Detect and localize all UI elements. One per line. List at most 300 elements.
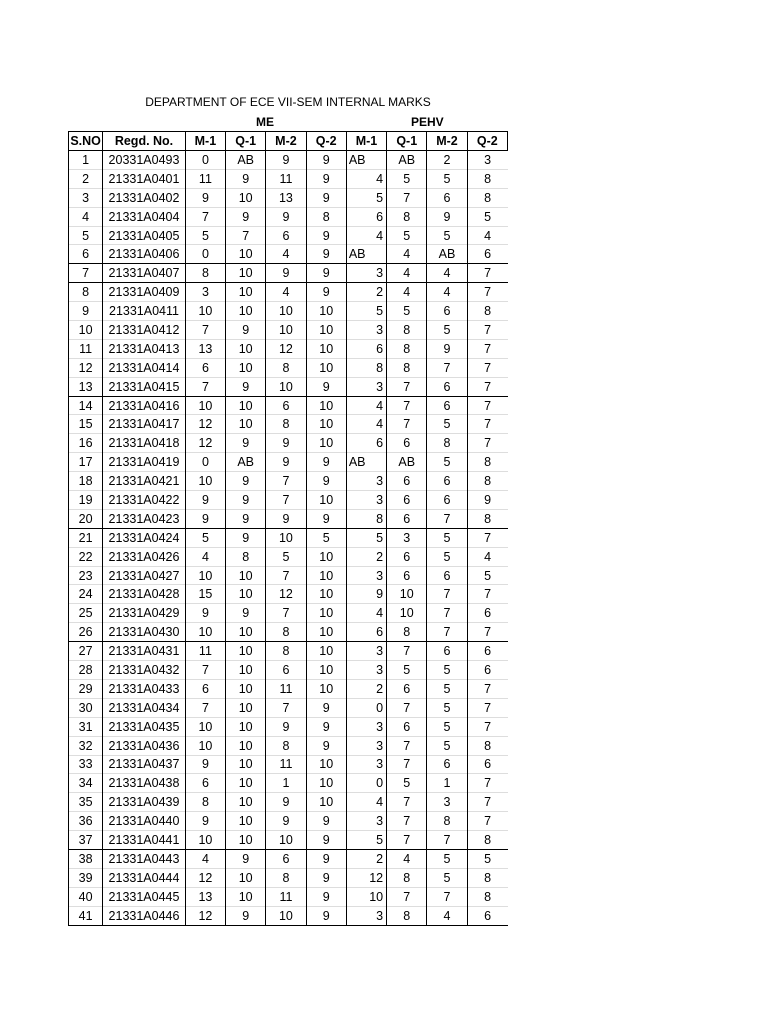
table-row xyxy=(69,547,508,566)
pehv-q1-cell: 4 xyxy=(387,245,427,264)
pehv-m2-cell: 7 xyxy=(427,887,467,906)
pehv-m1-cell: 3 xyxy=(346,472,386,491)
me-q2-cell: 9 xyxy=(306,849,346,868)
pehv-m1-cell: 3 xyxy=(346,717,386,736)
table-row xyxy=(69,528,508,547)
me-q2-cell: 10 xyxy=(306,434,346,453)
sno-cell: 34 xyxy=(69,774,103,793)
header-cell: S.NO xyxy=(69,132,103,151)
me-m1-cell: 11 xyxy=(185,642,225,661)
subject-label-pehv: PEHV xyxy=(411,115,444,129)
pehv-m1-cell: 4 xyxy=(346,396,386,415)
regd-cell: 21331A0436 xyxy=(103,736,186,755)
table-row xyxy=(69,793,508,812)
me-q1-cell: 9 xyxy=(226,321,266,340)
pehv-q2-cell: 8 xyxy=(467,302,507,321)
table-row xyxy=(69,169,508,188)
pehv-q2-cell: 6 xyxy=(467,245,507,264)
pehv-m1-cell: 3 xyxy=(346,906,386,925)
table-row xyxy=(69,509,508,528)
me-q1-cell: AB xyxy=(226,151,266,170)
me-m1-cell: 10 xyxy=(185,831,225,850)
pehv-q1-cell: 8 xyxy=(387,358,427,377)
regd-cell: 21331A0432 xyxy=(103,661,186,680)
pehv-q2-cell: 7 xyxy=(467,358,507,377)
pehv-q1-cell: 6 xyxy=(387,679,427,698)
table-row xyxy=(69,302,508,321)
pehv-m1-cell: 6 xyxy=(346,207,386,226)
pehv-q2-cell: 8 xyxy=(467,736,507,755)
regd-cell: 21331A0441 xyxy=(103,831,186,850)
me-q2-cell: 9 xyxy=(306,151,346,170)
table-row xyxy=(69,377,508,396)
pehv-q1-cell: 6 xyxy=(387,472,427,491)
pehv-q1-cell: 8 xyxy=(387,623,427,642)
regd-cell: 21331A0437 xyxy=(103,755,186,774)
regd-cell: 21331A0418 xyxy=(103,434,186,453)
pehv-m2-cell: 5 xyxy=(427,453,467,472)
me-m2-cell: 1 xyxy=(266,774,306,793)
me-q2-cell: 9 xyxy=(306,377,346,396)
table-row xyxy=(69,774,508,793)
table-row xyxy=(69,566,508,585)
me-m1-cell: 13 xyxy=(185,339,225,358)
pehv-m1-cell: AB xyxy=(346,151,386,170)
pehv-q2-cell: 7 xyxy=(467,623,507,642)
pehv-q2-cell: 7 xyxy=(467,264,507,283)
pehv-m1-cell: 0 xyxy=(346,698,386,717)
subject-label-me: ME xyxy=(256,115,274,129)
me-q1-cell: 9 xyxy=(226,169,266,188)
pehv-m2-cell: 5 xyxy=(427,226,467,245)
pehv-m1-cell: 6 xyxy=(346,623,386,642)
pehv-m2-cell: 4 xyxy=(427,906,467,925)
me-m2-cell: 10 xyxy=(266,831,306,850)
regd-cell: 21331A0412 xyxy=(103,321,186,340)
me-m1-cell: 15 xyxy=(185,585,225,604)
pehv-m2-cell: 7 xyxy=(427,604,467,623)
pehv-m1-cell: 2 xyxy=(346,849,386,868)
me-q2-cell: 10 xyxy=(306,566,346,585)
me-q1-cell: 10 xyxy=(226,774,266,793)
pehv-m1-cell: 3 xyxy=(346,377,386,396)
pehv-q2-cell: 6 xyxy=(467,604,507,623)
me-q1-cell: 10 xyxy=(226,623,266,642)
pehv-m1-cell: 2 xyxy=(346,679,386,698)
sno-cell: 6 xyxy=(69,245,103,264)
me-m2-cell: 4 xyxy=(266,283,306,302)
me-q1-cell: 10 xyxy=(226,415,266,434)
pehv-m2-cell: 5 xyxy=(427,321,467,340)
me-q1-cell: 10 xyxy=(226,264,266,283)
regd-cell: 21331A0427 xyxy=(103,566,186,585)
pehv-q2-cell: 7 xyxy=(467,793,507,812)
pehv-q2-cell: 9 xyxy=(467,491,507,510)
me-m2-cell: 11 xyxy=(266,679,306,698)
pehv-q1-cell: 4 xyxy=(387,849,427,868)
regd-cell: 21331A0426 xyxy=(103,547,186,566)
regd-cell: 21331A0414 xyxy=(103,358,186,377)
pehv-q2-cell: 8 xyxy=(467,188,507,207)
me-m2-cell: 6 xyxy=(266,226,306,245)
me-m1-cell: 12 xyxy=(185,868,225,887)
header-row xyxy=(69,132,508,151)
me-q1-cell: 9 xyxy=(226,849,266,868)
pehv-q1-cell: 7 xyxy=(387,188,427,207)
me-q2-cell: 10 xyxy=(306,396,346,415)
me-q2-cell: 10 xyxy=(306,415,346,434)
me-m2-cell: 10 xyxy=(266,321,306,340)
regd-cell: 21331A0445 xyxy=(103,887,186,906)
me-m1-cell: 7 xyxy=(185,207,225,226)
table-row xyxy=(69,623,508,642)
me-q2-cell: 10 xyxy=(306,321,346,340)
pehv-m1-cell: 3 xyxy=(346,566,386,585)
me-q1-cell: 10 xyxy=(226,755,266,774)
pehv-m2-cell: 9 xyxy=(427,339,467,358)
me-m2-cell: 10 xyxy=(266,528,306,547)
pehv-m2-cell: 6 xyxy=(427,472,467,491)
marks-table xyxy=(68,131,508,926)
me-m2-cell: 11 xyxy=(266,887,306,906)
pehv-q2-cell: 7 xyxy=(467,528,507,547)
me-m1-cell: 3 xyxy=(185,283,225,302)
me-m2-cell: 7 xyxy=(266,698,306,717)
pehv-q1-cell: 5 xyxy=(387,226,427,245)
me-q2-cell: 9 xyxy=(306,887,346,906)
pehv-m2-cell: 2 xyxy=(427,151,467,170)
me-m1-cell: 9 xyxy=(185,491,225,510)
sno-cell: 12 xyxy=(69,358,103,377)
me-m2-cell: 12 xyxy=(266,585,306,604)
me-m1-cell: 0 xyxy=(185,151,225,170)
pehv-q2-cell: 4 xyxy=(467,226,507,245)
pehv-q2-cell: 6 xyxy=(467,661,507,680)
me-q1-cell: 10 xyxy=(226,887,266,906)
pehv-q2-cell: 8 xyxy=(467,453,507,472)
me-m1-cell: 10 xyxy=(185,717,225,736)
regd-cell: 21331A0404 xyxy=(103,207,186,226)
header-cell: Q-1 xyxy=(387,132,427,151)
me-q2-cell: 10 xyxy=(306,358,346,377)
sno-cell: 15 xyxy=(69,415,103,434)
me-m1-cell: 9 xyxy=(185,188,225,207)
pehv-m1-cell: 3 xyxy=(346,321,386,340)
me-q2-cell: 9 xyxy=(306,906,346,925)
regd-cell: 21331A0406 xyxy=(103,245,186,264)
sno-cell: 4 xyxy=(69,207,103,226)
regd-cell: 21331A0434 xyxy=(103,698,186,717)
pehv-q2-cell: 3 xyxy=(467,151,507,170)
pehv-q2-cell: 5 xyxy=(467,566,507,585)
regd-cell: 21331A0405 xyxy=(103,226,186,245)
sno-cell: 16 xyxy=(69,434,103,453)
pehv-q2-cell: 7 xyxy=(467,415,507,434)
table-row xyxy=(69,679,508,698)
me-m1-cell: 9 xyxy=(185,812,225,831)
sno-cell: 38 xyxy=(69,849,103,868)
header-cell: M-1 xyxy=(346,132,386,151)
me-m2-cell: 5 xyxy=(266,547,306,566)
me-q1-cell: 9 xyxy=(226,528,266,547)
me-q1-cell: 10 xyxy=(226,283,266,302)
sno-cell: 8 xyxy=(69,283,103,302)
pehv-q1-cell: 7 xyxy=(387,415,427,434)
sno-cell: 25 xyxy=(69,604,103,623)
me-m1-cell: 8 xyxy=(185,264,225,283)
pehv-q1-cell: 3 xyxy=(387,528,427,547)
table-row xyxy=(69,812,508,831)
regd-cell: 21331A0402 xyxy=(103,188,186,207)
me-q2-cell: 10 xyxy=(306,302,346,321)
me-m2-cell: 8 xyxy=(266,623,306,642)
pehv-q1-cell: 7 xyxy=(387,377,427,396)
pehv-m2-cell: 5 xyxy=(427,528,467,547)
me-m2-cell: 10 xyxy=(266,302,306,321)
me-m1-cell: 10 xyxy=(185,302,225,321)
table-row xyxy=(69,698,508,717)
pehv-m1-cell: 3 xyxy=(346,264,386,283)
pehv-q2-cell: 6 xyxy=(467,906,507,925)
table-row xyxy=(69,831,508,850)
me-m2-cell: 9 xyxy=(266,434,306,453)
pehv-q1-cell: AB xyxy=(387,453,427,472)
me-m1-cell: 13 xyxy=(185,887,225,906)
pehv-m2-cell: 6 xyxy=(427,491,467,510)
me-q2-cell: 10 xyxy=(306,604,346,623)
pehv-m1-cell: 3 xyxy=(346,491,386,510)
me-q1-cell: 10 xyxy=(226,812,266,831)
sno-cell: 20 xyxy=(69,509,103,528)
me-m2-cell: 9 xyxy=(266,453,306,472)
pehv-q1-cell: 6 xyxy=(387,717,427,736)
me-m2-cell: 7 xyxy=(266,472,306,491)
pehv-q2-cell: 7 xyxy=(467,339,507,358)
regd-cell: 21331A0428 xyxy=(103,585,186,604)
me-q1-cell: 10 xyxy=(226,339,266,358)
pehv-q1-cell: 6 xyxy=(387,547,427,566)
pehv-m1-cell: 10 xyxy=(346,887,386,906)
me-q2-cell: 9 xyxy=(306,698,346,717)
me-q1-cell: 10 xyxy=(226,793,266,812)
pehv-m2-cell: 6 xyxy=(427,755,467,774)
me-q1-cell: 10 xyxy=(226,188,266,207)
pehv-q2-cell: 8 xyxy=(467,887,507,906)
pehv-q2-cell: 7 xyxy=(467,812,507,831)
me-m2-cell: 11 xyxy=(266,755,306,774)
sno-cell: 19 xyxy=(69,491,103,510)
me-q2-cell: 9 xyxy=(306,453,346,472)
pehv-q1-cell: 7 xyxy=(387,736,427,755)
pehv-m2-cell: 5 xyxy=(427,661,467,680)
regd-cell: 21331A0416 xyxy=(103,396,186,415)
header-cell: Q-2 xyxy=(306,132,346,151)
table-row xyxy=(69,849,508,868)
pehv-m1-cell: 4 xyxy=(346,226,386,245)
me-m2-cell: 12 xyxy=(266,339,306,358)
table-row xyxy=(69,283,508,302)
sno-cell: 28 xyxy=(69,661,103,680)
table-row xyxy=(69,491,508,510)
pehv-m1-cell: 5 xyxy=(346,528,386,547)
pehv-m1-cell: 5 xyxy=(346,831,386,850)
pehv-m1-cell: 2 xyxy=(346,547,386,566)
me-m1-cell: 9 xyxy=(185,755,225,774)
me-m2-cell: 4 xyxy=(266,245,306,264)
sno-cell: 29 xyxy=(69,679,103,698)
pehv-m2-cell: 1 xyxy=(427,774,467,793)
me-q2-cell: 9 xyxy=(306,812,346,831)
sno-cell: 22 xyxy=(69,547,103,566)
sno-cell: 18 xyxy=(69,472,103,491)
me-m2-cell: 8 xyxy=(266,415,306,434)
me-q2-cell: 9 xyxy=(306,717,346,736)
me-q1-cell: 9 xyxy=(226,207,266,226)
pehv-m1-cell: 0 xyxy=(346,774,386,793)
me-q2-cell: 10 xyxy=(306,774,346,793)
me-m2-cell: 9 xyxy=(266,717,306,736)
pehv-m2-cell: 6 xyxy=(427,566,467,585)
pehv-m2-cell: 5 xyxy=(427,169,467,188)
pehv-q1-cell: 5 xyxy=(387,302,427,321)
sno-cell: 32 xyxy=(69,736,103,755)
me-q2-cell: 10 xyxy=(306,547,346,566)
me-q2-cell: 10 xyxy=(306,642,346,661)
sno-cell: 13 xyxy=(69,377,103,396)
pehv-q1-cell: 6 xyxy=(387,509,427,528)
me-q1-cell: 10 xyxy=(226,698,266,717)
pehv-q2-cell: 7 xyxy=(467,698,507,717)
pehv-q1-cell: 7 xyxy=(387,793,427,812)
pehv-m1-cell: 12 xyxy=(346,868,386,887)
regd-cell: 21331A0415 xyxy=(103,377,186,396)
regd-cell: 21331A0411 xyxy=(103,302,186,321)
regd-cell: 21331A0422 xyxy=(103,491,186,510)
pehv-q2-cell: 7 xyxy=(467,396,507,415)
pehv-m2-cell: 5 xyxy=(427,547,467,566)
pehv-q1-cell: 5 xyxy=(387,661,427,680)
me-m1-cell: 7 xyxy=(185,321,225,340)
pehv-q1-cell: 5 xyxy=(387,774,427,793)
pehv-q2-cell: 7 xyxy=(467,774,507,793)
me-m2-cell: 6 xyxy=(266,661,306,680)
table-row xyxy=(69,755,508,774)
table-row xyxy=(69,472,508,491)
pehv-m2-cell: 6 xyxy=(427,642,467,661)
me-m2-cell: 7 xyxy=(266,604,306,623)
header-cell: M-2 xyxy=(266,132,306,151)
pehv-q2-cell: 7 xyxy=(467,717,507,736)
me-m2-cell: 8 xyxy=(266,358,306,377)
pehv-m2-cell: 6 xyxy=(427,396,467,415)
regd-cell: 20331A0493 xyxy=(103,151,186,170)
regd-cell: 21331A0440 xyxy=(103,812,186,831)
table-row xyxy=(69,226,508,245)
me-q1-cell: 9 xyxy=(226,434,266,453)
me-m2-cell: 8 xyxy=(266,736,306,755)
regd-cell: 21331A0439 xyxy=(103,793,186,812)
pehv-m1-cell: 8 xyxy=(346,509,386,528)
sno-cell: 1 xyxy=(69,151,103,170)
table-row xyxy=(69,245,508,264)
sno-cell: 30 xyxy=(69,698,103,717)
me-m2-cell: 7 xyxy=(266,491,306,510)
me-q2-cell: 9 xyxy=(306,245,346,264)
me-m2-cell: 8 xyxy=(266,642,306,661)
regd-cell: 21331A0419 xyxy=(103,453,186,472)
pehv-q1-cell: 7 xyxy=(387,755,427,774)
sno-cell: 2 xyxy=(69,169,103,188)
sno-cell: 24 xyxy=(69,585,103,604)
me-m1-cell: 6 xyxy=(185,774,225,793)
me-m1-cell: 12 xyxy=(185,415,225,434)
me-q2-cell: 9 xyxy=(306,831,346,850)
me-m1-cell: 4 xyxy=(185,849,225,868)
sno-cell: 27 xyxy=(69,642,103,661)
me-q2-cell: 9 xyxy=(306,509,346,528)
me-m1-cell: 10 xyxy=(185,396,225,415)
pehv-q2-cell: 8 xyxy=(467,868,507,887)
me-m2-cell: 6 xyxy=(266,396,306,415)
pehv-m1-cell: 4 xyxy=(346,793,386,812)
pehv-q2-cell: 6 xyxy=(467,755,507,774)
me-m2-cell: 6 xyxy=(266,849,306,868)
pehv-m2-cell: 5 xyxy=(427,698,467,717)
pehv-m1-cell: 4 xyxy=(346,415,386,434)
pehv-q2-cell: 6 xyxy=(467,642,507,661)
pehv-m2-cell: 5 xyxy=(427,849,467,868)
pehv-m2-cell: 5 xyxy=(427,736,467,755)
pehv-q2-cell: 7 xyxy=(467,377,507,396)
sno-cell: 10 xyxy=(69,321,103,340)
me-q1-cell: 10 xyxy=(226,717,266,736)
table-row xyxy=(69,415,508,434)
table-row xyxy=(69,339,508,358)
me-q1-cell: 10 xyxy=(226,566,266,585)
me-q1-cell: 10 xyxy=(226,358,266,377)
pehv-q1-cell: 6 xyxy=(387,491,427,510)
me-q2-cell: 10 xyxy=(306,755,346,774)
pehv-m1-cell: AB xyxy=(346,453,386,472)
me-m1-cell: 7 xyxy=(185,377,225,396)
pehv-q1-cell: 7 xyxy=(387,831,427,850)
table-row xyxy=(69,188,508,207)
me-q2-cell: 9 xyxy=(306,736,346,755)
me-m2-cell: 8 xyxy=(266,868,306,887)
regd-cell: 21331A0409 xyxy=(103,283,186,302)
me-q2-cell: 9 xyxy=(306,283,346,302)
table-row xyxy=(69,868,508,887)
me-m2-cell: 9 xyxy=(266,793,306,812)
me-q2-cell: 9 xyxy=(306,188,346,207)
table-row xyxy=(69,604,508,623)
pehv-m1-cell: AB xyxy=(346,245,386,264)
me-q2-cell: 9 xyxy=(306,264,346,283)
me-q1-cell: AB xyxy=(226,453,266,472)
me-m1-cell: 7 xyxy=(185,698,225,717)
pehv-m2-cell: 3 xyxy=(427,793,467,812)
me-q2-cell: 9 xyxy=(306,169,346,188)
me-m1-cell: 6 xyxy=(185,358,225,377)
regd-cell: 21331A0423 xyxy=(103,509,186,528)
me-m2-cell: 10 xyxy=(266,906,306,925)
regd-cell: 21331A0401 xyxy=(103,169,186,188)
me-m1-cell: 10 xyxy=(185,736,225,755)
me-q2-cell: 9 xyxy=(306,868,346,887)
pehv-q2-cell: 7 xyxy=(467,321,507,340)
pehv-q2-cell: 7 xyxy=(467,585,507,604)
pehv-q2-cell: 7 xyxy=(467,434,507,453)
